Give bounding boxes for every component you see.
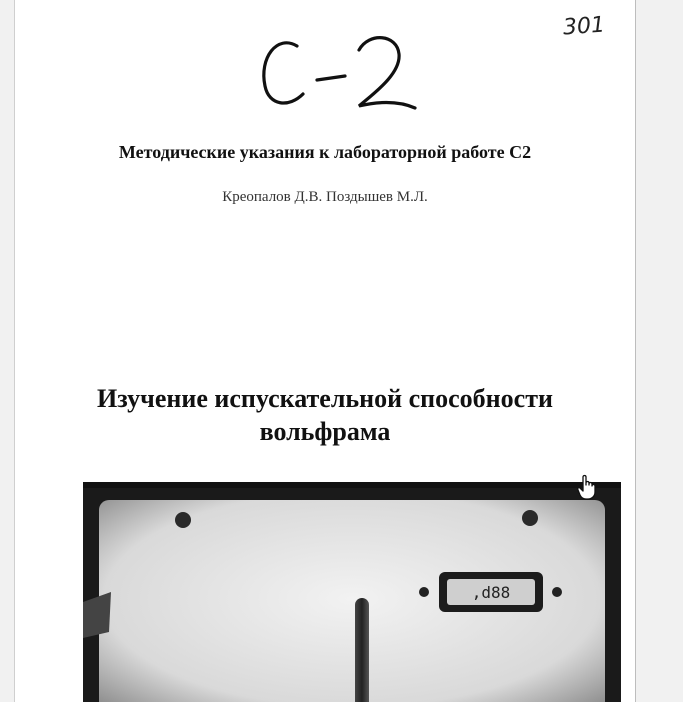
apparatus-rod bbox=[355, 598, 369, 702]
lab-title-line-1: Изучение испускательной способности bbox=[97, 384, 553, 413]
apparatus-photo bbox=[83, 482, 621, 702]
panel-screw-right bbox=[522, 510, 538, 526]
authors: Креопалов Д.В. Поздышев М.Л. bbox=[222, 189, 428, 205]
document-page bbox=[14, 0, 636, 702]
document-title: Методические указания к лабораторной работе С2 bbox=[118, 142, 532, 162]
panel-screw-left bbox=[175, 512, 191, 528]
handwritten-label bbox=[247, 28, 427, 118]
page-number: 301 bbox=[562, 12, 606, 41]
lab-title bbox=[15, 382, 635, 448]
display-value: ,d88 bbox=[471, 583, 511, 602]
hand-pointer-icon bbox=[576, 474, 598, 500]
lab-title-line-2: вольфрама bbox=[259, 417, 391, 446]
